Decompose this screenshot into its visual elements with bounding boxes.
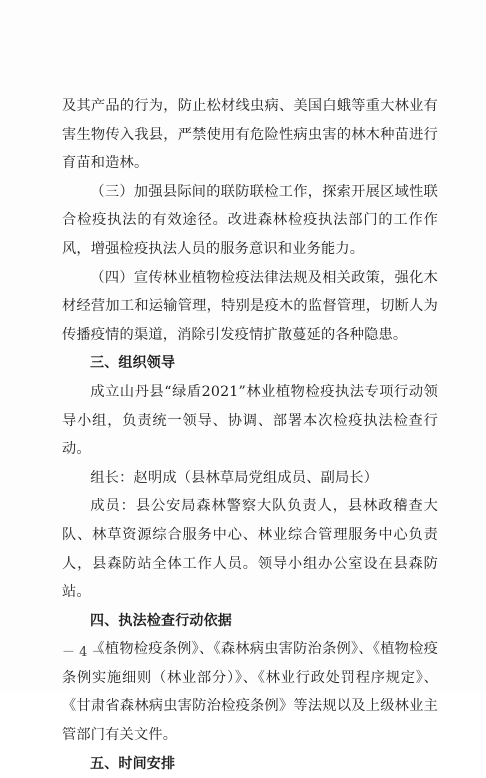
section-heading-organization: 三、组织领导 (90, 355, 176, 372)
paragraph-leading-group: 成立山丹县“绿盾2021”林业植物检疫执法专项行动领导小组，负责统一领导、协调、部署本次检疫执法检查行动。 (62, 383, 438, 458)
paragraph-regulations: 《植物检疫条例》、《森林病虫害防治条例》、《植物检疫条例实施细则（林业部分）》、《林业行政处罚程序规定》、《甘肃省森林病虫害防治检疫条例》等法规以及上级林业主管部门有关文件。 (62, 641, 438, 744)
paragraph-group-leader: 组长：赵明成（县林草局党组成员、副局长） (90, 469, 379, 486)
paragraph-continuation: 及其产品的行为，防止松材线虫病、美国白蛾等重大林业有害生物传入我县，严禁使用有危险性病虫害的林木种苗进行育苗和造林。 (62, 98, 438, 172)
paragraph-item-4: （四）宣传林业植物检疫法律法规及相关政策，强化木材经营加工和运输管理，特别是疫木的监督管理，切断人为传播疫情的渠道，消除引发疫情扩散蔓延的各种隐患。 (62, 269, 438, 343)
paragraph-item-3: （三）加强县际间的联防联检工作，探索开展区域性联合检疫执法的有效途径。改进森林检疫执法部门的工作作风，增强检疫执法人员的服务意识和业务能力。 (62, 183, 438, 257)
section-heading-schedule: 五、时间安排 (90, 755, 176, 772)
document-body (62, 92, 438, 778)
paragraph-members: 成员：县公安局森林警察大队负责人，县林政稽查大队、林草资源综合服务中心、林业综合管理服务中心负责人，县森防站全体工作人员。领导小组办公室设在县森防站。 (62, 498, 438, 601)
page-number: － 4 － (62, 645, 105, 660)
section-heading-basis: 四、执法检查行动依据 (90, 612, 232, 629)
